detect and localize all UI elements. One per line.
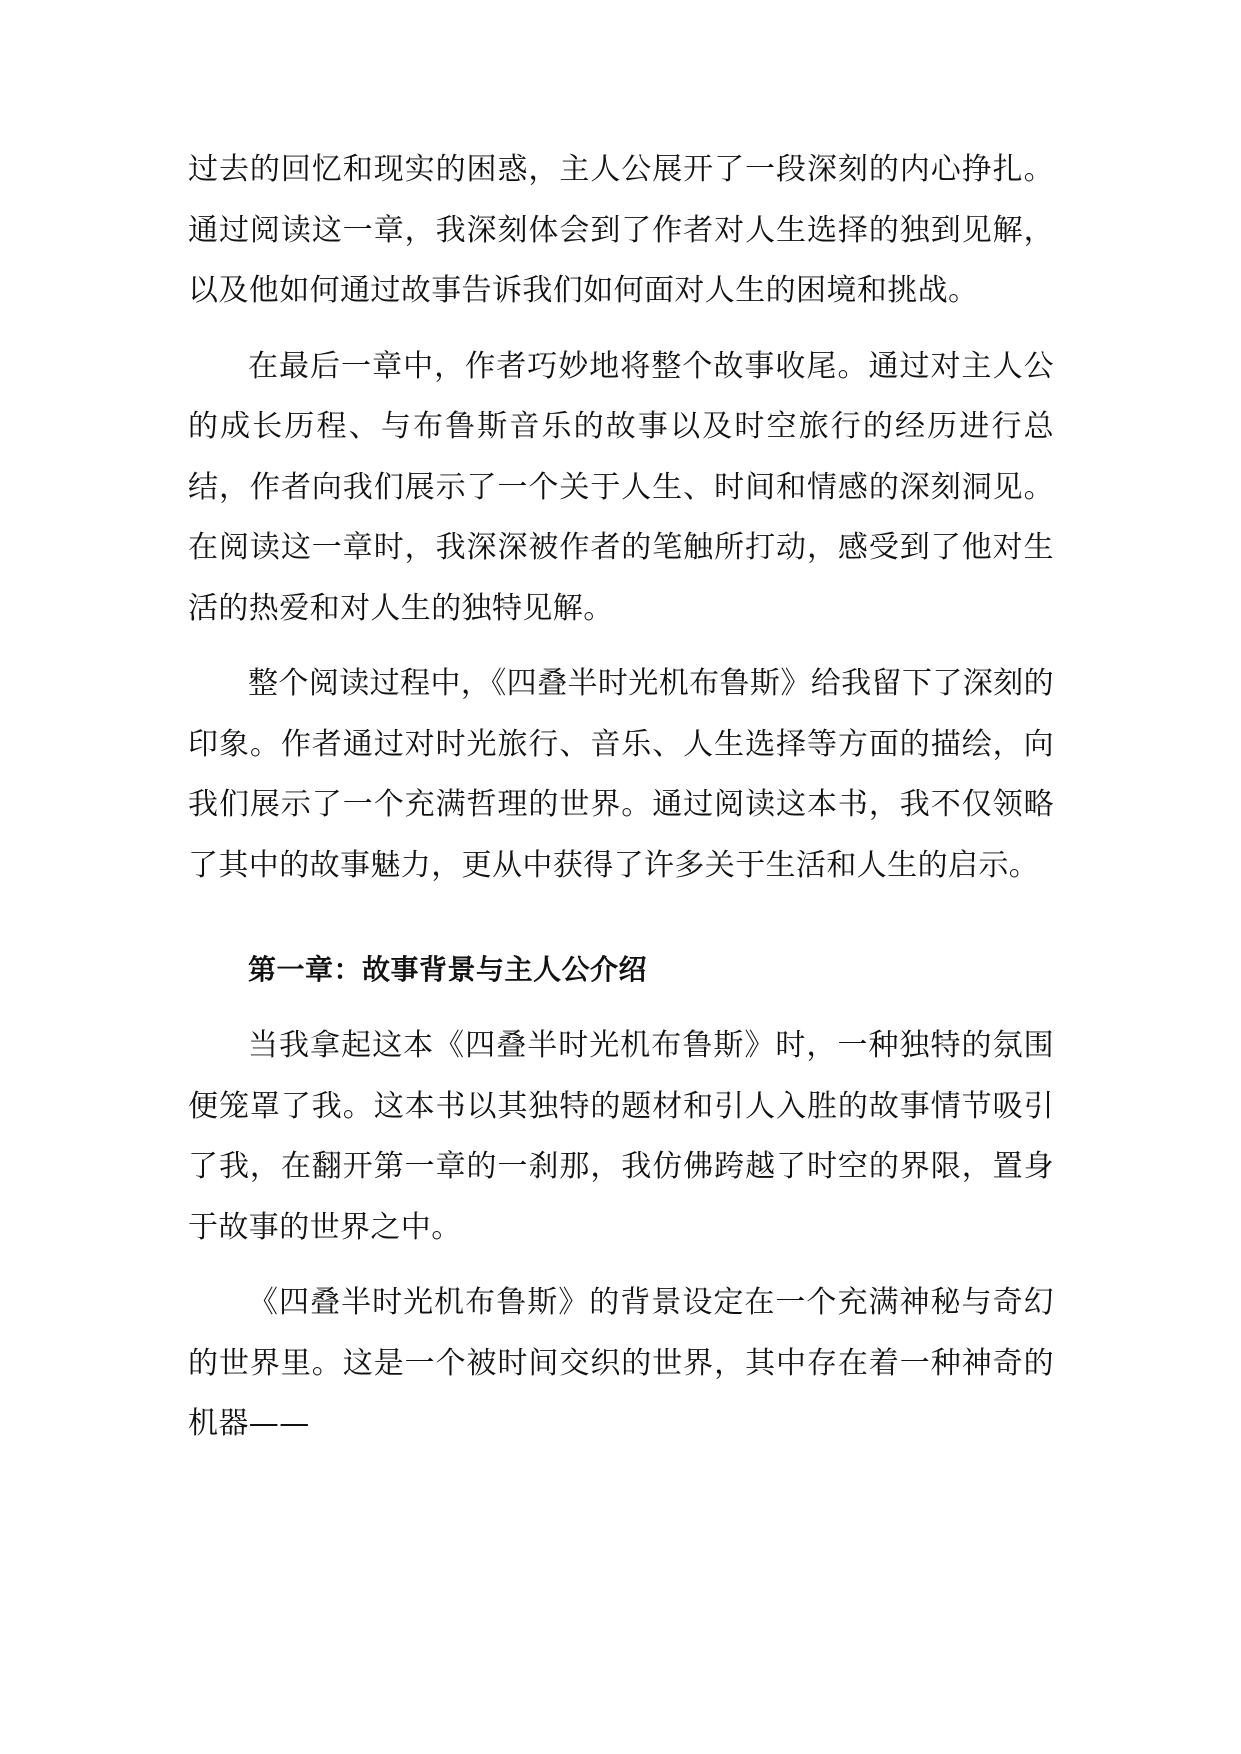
paragraph-continued: 过去的回忆和现实的困惑，主人公展开了一段深刻的内心挣扎。通过阅读这一章，我深刻体会到了作者对人生选择的独到见解，以及他如何通过故事告诉我们如何面对人生的困境和挑战。	[188, 152, 1054, 308]
paragraph-opening: 当我拿起这本《四叠半时光机布鲁斯》时，一种独特的氛围便笼罩了我。这本书以其独特的题材和引人入胜的故事情节吸引了我，在翻开第一章的一刹那，我仿佛跨越了时空的界限，置身于故事的世界之中。	[188, 1028, 1054, 1245]
paragraph-final-chapter: 在最后一章中，作者巧妙地将整个故事收尾。通过对主人公的成长历程、与布鲁斯音乐的故事以及时空旅行的经历进行总结，作者向我们展示了一个关于人生、时间和情感的深刻洞见。在阅读这一章时，我深深被作者的笔触所打动，感受到了他对生活的热爱和对人生的独特见解。	[188, 348, 1054, 626]
chapter-heading: 第一章：故事背景与主人公介绍	[248, 953, 648, 986]
paragraph-background: 《四叠半时光机布鲁斯》的背景设定在一个充满神秘与奇幻的世界里。这是一个被时间交织的世界，其中存在着一种神奇的机器——	[188, 1285, 1054, 1441]
paragraph-overall-impression: 整个阅读过程中，《四叠半时光机布鲁斯》给我留下了深刻的印象。作者通过对时光旅行、音乐、人生选择等方面的描绘，向我们展示了一个充满哲理的世界。通过阅读这本书，我不仅领略了其中的故事魅力，更从中获得了许多关于生活和人生的启示。	[188, 666, 1054, 883]
document-body	[188, 140, 1054, 1470]
